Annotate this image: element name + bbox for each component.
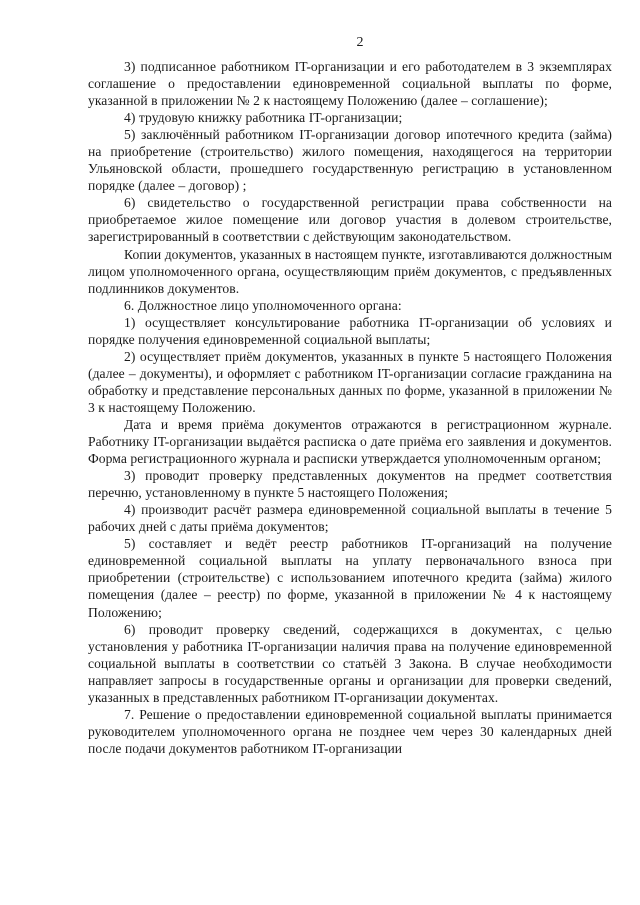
paragraph-section-7-decision: 7. Решение о предоставлении единовременной социальной выплаты принимается руководителем уполномоченного органа не позднее чем через 30 календарных дней после подачи документов работником IT-организации bbox=[88, 706, 612, 756]
paragraph-duty-3-verification: 3) проводит проверку представленных документов на предмет соответствия перечню, установленному в пункте 5 настоящего Положения; bbox=[88, 468, 612, 501]
paragraph-duty-4-calculation: 4) производит расчёт размера единовременной социальной выплаты в течение 5 рабочих дней с даты приёма документов; bbox=[88, 502, 612, 535]
paragraph-item-6-ownership-certificate: 6) свидетельство о государственной регистрации права собственности на приобретаемое жилое помещение или договор участия в долевом строительстве, зарегистрированный в соответствии с действующим законодательством. bbox=[88, 195, 612, 245]
paragraph-document-copies: Копии документов, указанных в настоящем пункте, изготавливаются должностным лицом уполномоченного органа, осуществляющим приём документов, с предъявленных подлинников документов. bbox=[88, 246, 612, 296]
paragraph-duty-5-registry: 5) составляет и ведёт реестр работников IT-организаций на получение единовременной социальной выплаты на уплату первоначального взноса при приобретении (строительстве) с использованием ипотечного кредита (займа) жилого помещения (далее – реестр) по форме, указанной в приложении № 4 к настоящему Положению; bbox=[88, 536, 612, 620]
paragraph-section-6-heading: 6. Должностное лицо уполномоченного органа: bbox=[124, 297, 402, 313]
paragraph-registration-journal: Дата и время приёма документов отражаются в регистрационном журнале. Работнику IT-организации выдаётся расписка о дате приёма его заявления и документов. Форма регистрационного журнала и расписки утверждается уполномоченным органом; bbox=[88, 416, 612, 467]
page-number: 2 bbox=[356, 35, 364, 50]
paragraph-item-5-mortgage-contract: 5) заключённый работником IT-организации договор ипотечного кредита (займа) на приобретение (строительство) жилого помещения, находящегося на территории Ульяновской области, прошедшего государственную регистрацию в установленном порядке (далее – договор) ; bbox=[88, 127, 612, 194]
paragraph-item-3-agreement: 3) подписанное работником IT-организации и его работодателем в 3 экземплярах соглашение о предоставлении единовременной социальной выплаты по форме, указанной в приложении № 2 к настоящему Положению (далее – соглашение); bbox=[88, 59, 612, 109]
paragraph-item-4-work-book: 4) трудовую книжку работника IT-организации; bbox=[124, 110, 403, 126]
paragraph-duty-6-check-information: 6) проводит проверку сведений, содержащихся в документах, с целью установления у работника IT-организации наличия права на получение единовременной социальной выплаты в соответствии со статьёй 3 Закона. В случае необходимости направляет запросы в государственные органы и организации для проверки сведений, указанных в представленных работником IT-организации документах. bbox=[88, 621, 612, 705]
paragraph-duty-1-consulting: 1) осуществляет консультирование работника IT-организации об условиях и порядке получения единовременной социальной выплаты; bbox=[88, 314, 612, 347]
paragraph-duty-2-reception: 2) осуществляет приём документов, указанных в пункте 5 настоящего Положения (далее – документы), и оформляет с работником IT-организации согласие гражданина на обработку и представление персональных данных по форме, указанной в приложении № 3 к настоящему Положению. bbox=[88, 348, 612, 415]
